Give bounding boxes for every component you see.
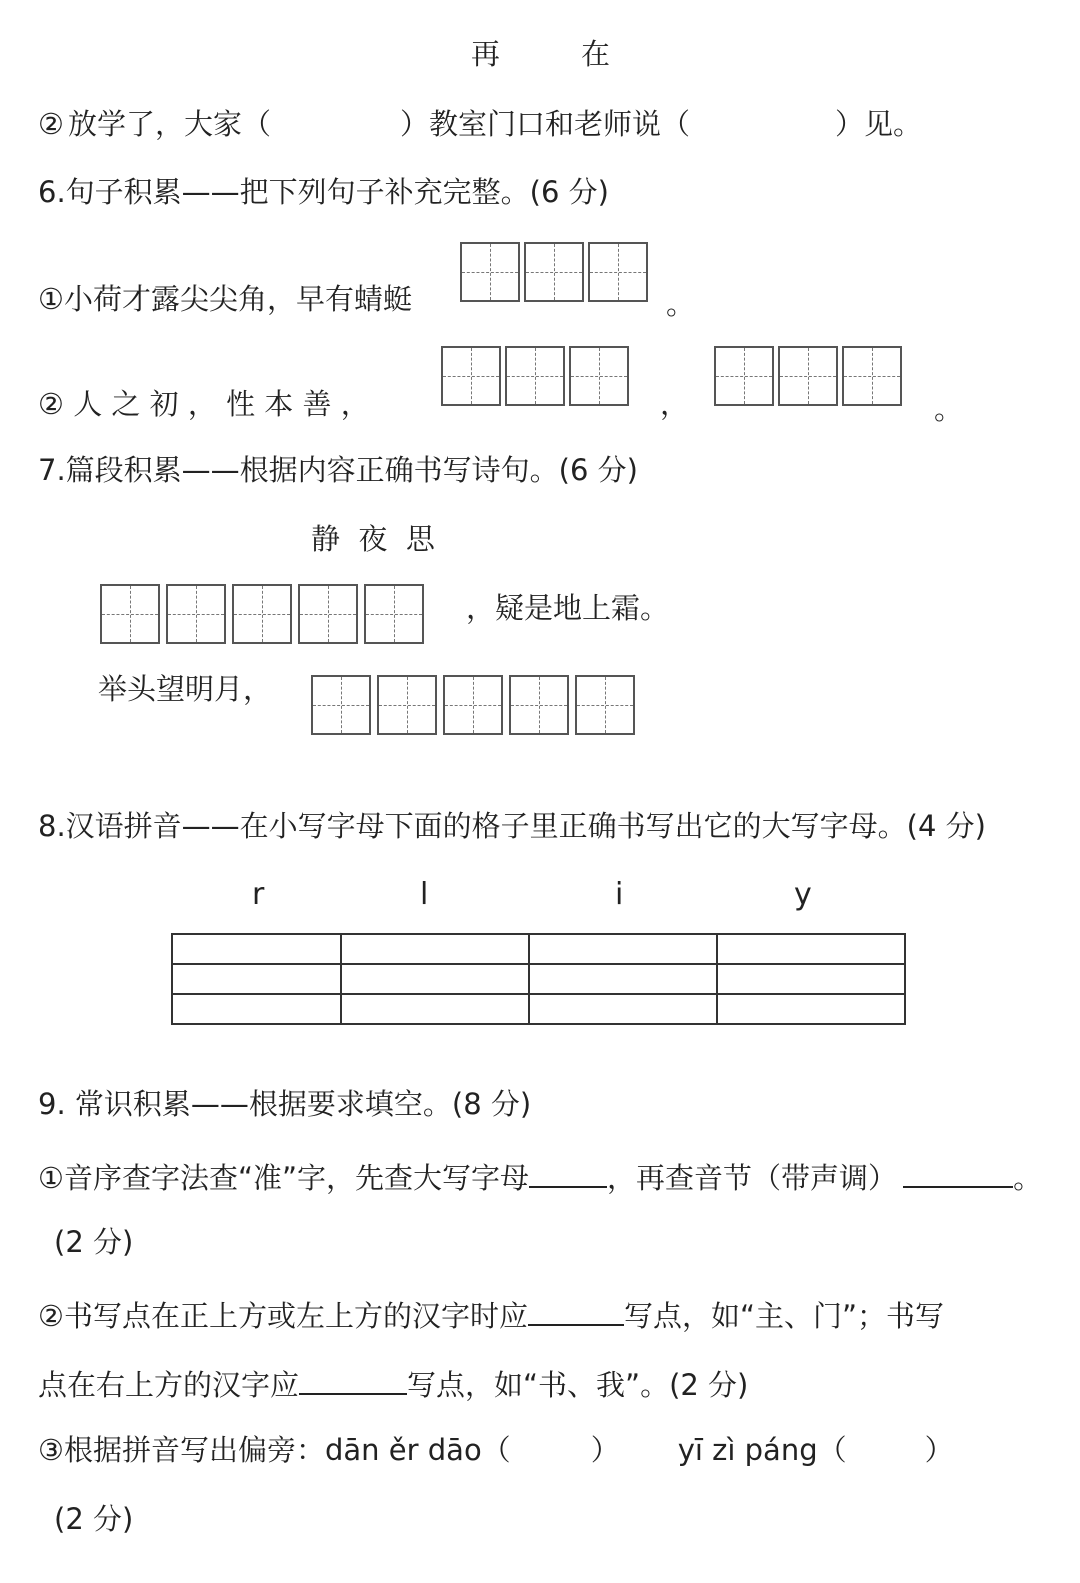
writing-cell[interactable]	[364, 584, 424, 644]
writing-cell[interactable]	[298, 584, 358, 644]
answer-blank[interactable]	[299, 1367, 407, 1395]
q9-item1-score: (2 分)	[54, 1225, 134, 1259]
q5-sentence-2-num: ②	[38, 107, 64, 141]
writing-cell[interactable]	[842, 346, 902, 406]
writing-cell[interactable]	[341, 994, 529, 1024]
q6-s2-end: 。	[934, 392, 964, 426]
writing-cell[interactable]	[443, 675, 503, 735]
q9-item2-a: ②书写点在正上方或左上方的汉字时应	[38, 1299, 528, 1333]
writing-cell[interactable]	[341, 964, 529, 994]
q7-line1-grid[interactable]	[100, 584, 424, 644]
q9-item3-score: (2 分)	[54, 1502, 134, 1536]
q9-item-3	[38, 1433, 954, 1467]
writing-cell[interactable]	[172, 964, 341, 994]
q7-line1-tail: ，疑是地上霜。	[466, 591, 670, 625]
q5-sentence-2-part2: ）教室门口和老师说（	[400, 107, 691, 141]
writing-cell[interactable]	[529, 964, 717, 994]
writing-cell[interactable]	[717, 994, 905, 1024]
writing-cell[interactable]	[524, 242, 584, 302]
q6-s2-grid-b[interactable]	[714, 346, 902, 406]
q9-item-2-line1	[38, 1298, 944, 1331]
q9-item2-b: 写点，如“主、门”；书写	[624, 1299, 945, 1333]
writing-cell[interactable]	[505, 346, 565, 406]
lowercase-letter: l	[420, 877, 429, 912]
word-zai4-repeat: 再	[471, 37, 501, 71]
uppercase-writing-table[interactable]	[171, 933, 906, 1025]
q9-title: 9. 常识积累——根据要求填空。(8 分)	[38, 1087, 532, 1121]
q9-item3-b: ）	[590, 1433, 620, 1467]
q6-s1-grid[interactable]	[460, 242, 648, 302]
q6-title: 6.句子积累——把下列句子补充完整。(6 分)	[38, 175, 609, 209]
poem-title: 静 夜 思	[311, 522, 435, 556]
q9-item2-c: 点在右上方的汉字应	[38, 1368, 300, 1402]
answer-blank[interactable]	[903, 1160, 1013, 1188]
q9-item3-d: ）	[924, 1433, 954, 1467]
q9-item3-a: ③根据拼音写出偏旁：dān ěr dāo（	[38, 1433, 511, 1467]
answer-blank[interactable]	[529, 1160, 607, 1188]
q6-s2-grid-a[interactable]	[441, 346, 629, 406]
lowercase-letter: r	[252, 877, 265, 912]
writing-cell[interactable]	[509, 675, 569, 735]
q9-item1-c: 。	[1013, 1161, 1043, 1195]
lowercase-letter: i	[615, 877, 624, 912]
writing-cell[interactable]	[529, 994, 717, 1024]
q7-title: 7.篇段积累——根据内容正确书写诗句。(6 分)	[38, 453, 638, 487]
writing-cell[interactable]	[460, 242, 520, 302]
q9-item3-c: yī zì páng（	[677, 1433, 847, 1467]
q6-s1-end: 。	[666, 287, 696, 321]
writing-cell[interactable]	[441, 346, 501, 406]
writing-cell[interactable]	[100, 584, 160, 644]
q9-item2-d: 写点，如“书、我”。(2 分)	[407, 1368, 749, 1402]
writing-cell[interactable]	[778, 346, 838, 406]
writing-cell[interactable]	[172, 994, 341, 1024]
writing-cell[interactable]	[341, 934, 529, 964]
writing-cell[interactable]	[377, 675, 437, 735]
q5-sentence-2-part1: 放学了，大家（	[68, 107, 272, 141]
lowercase-letter: y	[794, 877, 812, 912]
q8-title: 8.汉语拼音——在小写字母下面的格子里正确书写出它的大写字母。(4 分)	[38, 809, 986, 843]
writing-cell[interactable]	[588, 242, 648, 302]
writing-cell[interactable]	[569, 346, 629, 406]
answer-blank[interactable]	[528, 1298, 624, 1326]
writing-cell[interactable]	[232, 584, 292, 644]
word-zai4-at: 在	[581, 37, 611, 71]
writing-cell[interactable]	[575, 675, 635, 735]
q6-s2-comma: ，	[660, 387, 690, 421]
q6-sentence-2: ② 人 之 初 ， 性 本 善 ，	[38, 387, 370, 421]
writing-cell[interactable]	[529, 934, 717, 964]
q9-item1-b: ，再查音节（带声调）	[607, 1161, 898, 1195]
q9-item-1	[38, 1160, 1042, 1193]
q9-item-2-line2	[38, 1367, 748, 1400]
writing-cell[interactable]	[717, 964, 905, 994]
q9-item1-a: ①音序查字法查“准”字，先查大写字母	[38, 1161, 530, 1195]
q6-sentence-1: ①小荷才露尖尖角，早有蜻蜓	[38, 282, 412, 316]
writing-cell[interactable]	[311, 675, 371, 735]
writing-cell[interactable]	[172, 934, 341, 964]
q7-line2-head: 举头望明月，	[98, 672, 273, 706]
q5-sentence-2-part3: ）见。	[835, 107, 923, 141]
writing-cell[interactable]	[717, 934, 905, 964]
writing-cell[interactable]	[714, 346, 774, 406]
q7-line2-grid[interactable]	[311, 675, 635, 735]
writing-cell[interactable]	[166, 584, 226, 644]
